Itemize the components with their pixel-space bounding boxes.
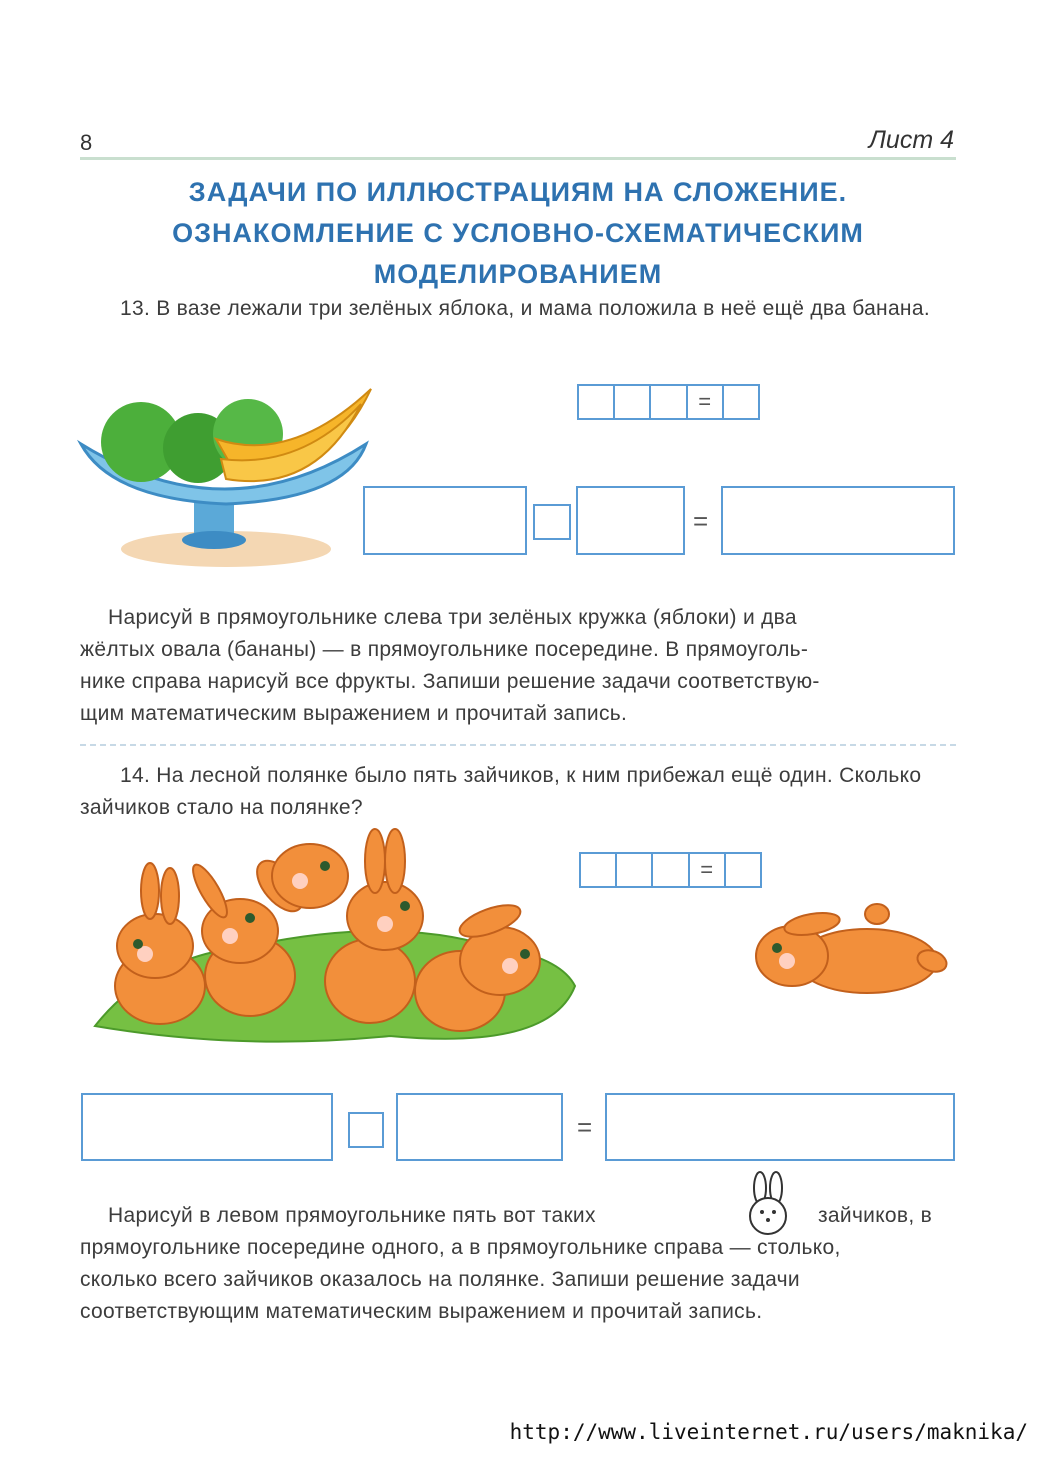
- instruction-line: соответствующим математическим выражением и прочитай запись.: [80, 1300, 763, 1323]
- task-14-left-box[interactable]: [81, 1093, 333, 1161]
- instruction-line: сколько всего зайчиков оказалось на полянке. Запиши решение задачи: [80, 1268, 800, 1291]
- task-13-middle-box[interactable]: [576, 486, 685, 555]
- bunnies-group-illustration: [90, 836, 580, 1056]
- task-14-instruction: [80, 1200, 956, 1328]
- eq-cell-equals: =: [690, 854, 726, 886]
- eq-cell-result[interactable]: [724, 386, 758, 418]
- task-14-operator-box[interactable]: [348, 1112, 384, 1148]
- eq-cell-3[interactable]: [651, 386, 687, 418]
- task-14-right-box[interactable]: [605, 1093, 955, 1161]
- source-url-watermark: http://www.liveinternet.ru/users/maknika/: [509, 1420, 1028, 1444]
- sheet-label: Лист 4: [868, 126, 954, 154]
- task-14-equals-sign: =: [577, 1112, 593, 1142]
- task-13-equation-strip: [577, 384, 760, 420]
- task-13-instruction: [80, 602, 956, 730]
- eq-cell-result[interactable]: [726, 854, 760, 886]
- eq-cell-1[interactable]: [581, 854, 617, 886]
- page-number: 8: [80, 130, 93, 155]
- instruction-line: жёлтых овала (бананы) — в прямоугольнике посередине. В прямоуголь-: [80, 638, 809, 661]
- task-14-middle-box[interactable]: [396, 1093, 563, 1161]
- instruction-line: Нарисуй в прямоугольнике слева три зелёных кружка (яблоки) и два: [108, 606, 797, 629]
- task-14-equation-strip: [579, 852, 762, 888]
- instruction-line-1a: Нарисуй в левом прямоугольнике пять вот таких: [108, 1204, 596, 1227]
- instruction-line: щим математическим выражением и прочитай запись.: [80, 702, 628, 725]
- title-line-3: МОДЕЛИРОВАНИЕМ: [373, 259, 663, 289]
- task-13-left-box[interactable]: [363, 486, 527, 555]
- instruction-line: нике справа нарисуй все фрукты. Запиши решение задачи соответствую-: [80, 670, 820, 693]
- task-13-equals-sign: =: [693, 506, 709, 536]
- title-line-2: ОЗНАКОМЛЕНИЕ С УСЛОВНО-СХЕМАТИЧЕСКИМ: [172, 218, 864, 248]
- page-title: [80, 172, 956, 295]
- eq-cell-equals: =: [688, 386, 724, 418]
- eq-cell-3[interactable]: [653, 854, 689, 886]
- task-13-right-box[interactable]: [721, 486, 955, 555]
- header-divider: [80, 157, 956, 160]
- task-13-text: 13. В вазе лежали три зелёных яблока, и мама положила в неё ещё два банана.: [120, 297, 930, 320]
- title-line-1: ЗАДАЧИ ПО ИЛЛЮСТРАЦИЯМ НА СЛОЖЕНИЕ.: [188, 177, 848, 207]
- eq-cell-1[interactable]: [579, 386, 615, 418]
- task-13-operator-box[interactable]: [533, 504, 571, 540]
- running-bunny-illustration: [752, 906, 952, 1006]
- eq-cell-2[interactable]: [615, 386, 651, 418]
- instruction-line-1b: зайчиков, в: [818, 1204, 933, 1227]
- eq-cell-2[interactable]: [617, 854, 653, 886]
- section-divider: [80, 744, 956, 746]
- task-14-text: 14. На лесной полянке было пять зайчиков, к ним прибежал ещё один. Сколько зайчиков стало на полянке?: [80, 764, 922, 819]
- fruit-bowl-illustration: [76, 384, 376, 574]
- instruction-line: [80, 1200, 956, 1232]
- bunny-face-icon: [745, 1170, 791, 1236]
- instruction-line: прямоугольнике посередине одного, а в прямоугольнике справа — столько,: [80, 1236, 841, 1259]
